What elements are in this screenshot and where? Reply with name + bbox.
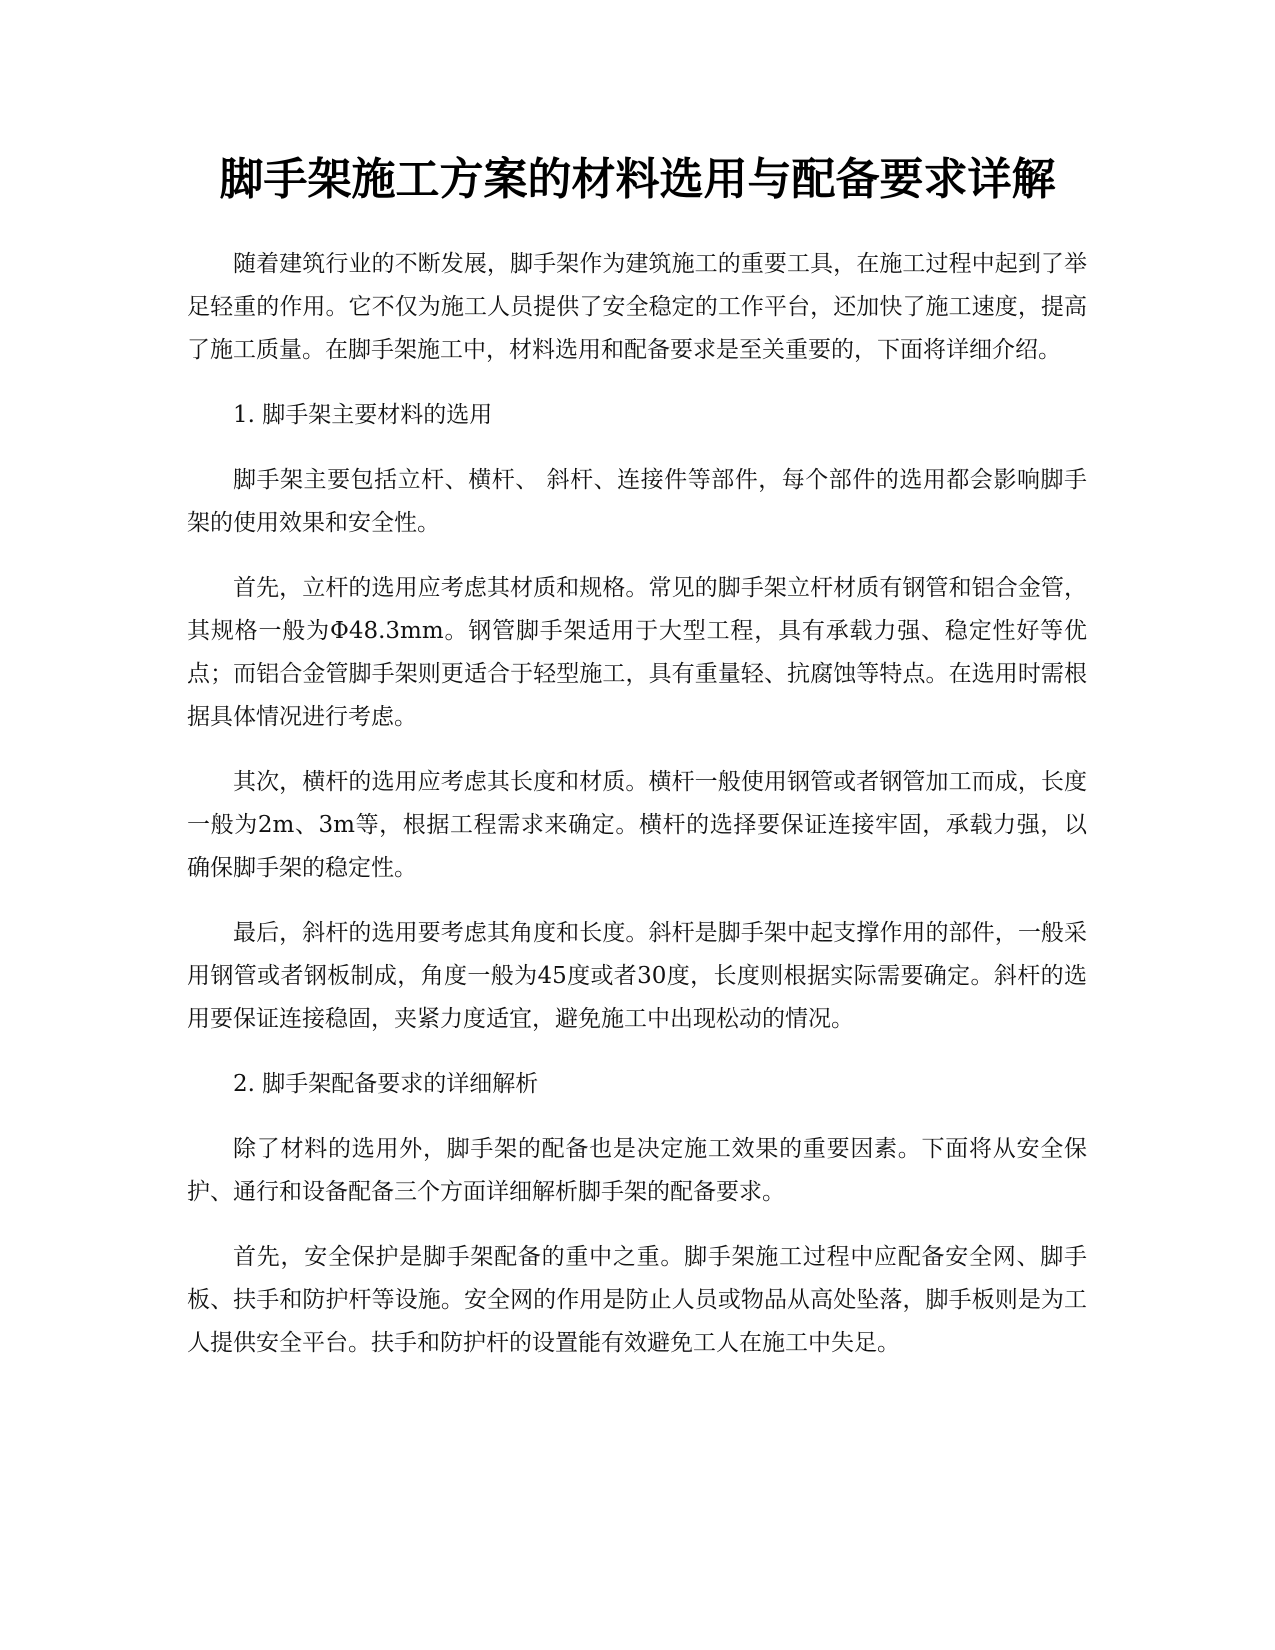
- paragraph: 其次，横杆的选用应考虑其长度和材质。横杆一般使用钢管或者钢管加工而成，长度一般为2m、3m等，根据工程需求来确定。横杆的选择要保证连接牢固，承载力强，以确保脚手架的稳定性。: [187, 769, 1087, 881]
- paragraph: 最后，斜杆的选用要考虑其角度和长度。斜杆是脚手架中起支撑作用的部件，一般采用钢管或者钢板制成，角度一般为45度或者30度，长度则根据实际需要确定。斜杆的选用要保证连接稳固，夹紧力度适宜，避免施工中出现松动的情况。: [187, 920, 1087, 1032]
- section-heading-2: 2. 脚手架配备要求的详细解析: [233, 1071, 539, 1097]
- paragraph: 首先，安全保护是脚手架配备的重中之重。脚手架施工过程中应配备安全网、脚手板、扶手和防护杆等设施。安全网的作用是防止人员或物品从高处坠落，脚手板则是为工人提供安全平台。扶手和防护杆的设置能有效避免工人在施工中失足。: [187, 1244, 1087, 1356]
- paragraph: 脚手架主要包括立杆、横杆、 斜杆、连接件等部件，每个部件的选用都会影响脚手架的使用效果和安全性。: [187, 467, 1087, 536]
- paragraph: 除了材料的选用外，脚手架的配备也是决定施工效果的重要因素。下面将从安全保护、通行和设备配备三个方面详细解析脚手架的配备要求。: [187, 1136, 1087, 1205]
- section-heading-1: 1. 脚手架主要材料的选用: [233, 402, 493, 428]
- paragraph: 首先，立杆的选用应考虑其材质和规格。常见的脚手架立杆材质有钢管和铝合金管，其规格一般为Φ48.3mm。钢管脚手架适用于大型工程，具有承载力强、稳定性好等优点；而铝合金管脚手架则更适合于轻型施工，具有重量轻、抗腐蚀等特点。在选用时需根据具体情况进行考虑。: [187, 575, 1087, 730]
- intro-paragraph: 随着建筑行业的不断发展，脚手架作为建筑施工的重要工具，在施工过程中起到了举足轻重的作用。它不仅为施工人员提供了安全稳定的工作平台，还加快了施工速度，提高了施工质量。在脚手架施工中，材料选用和配备要求是至关重要的，下面将详细介绍。: [187, 251, 1087, 363]
- document-title: 脚手架施工方案的材料选用与配备要求详解: [219, 154, 1056, 205]
- document-body: [187, 243, 1087, 1387]
